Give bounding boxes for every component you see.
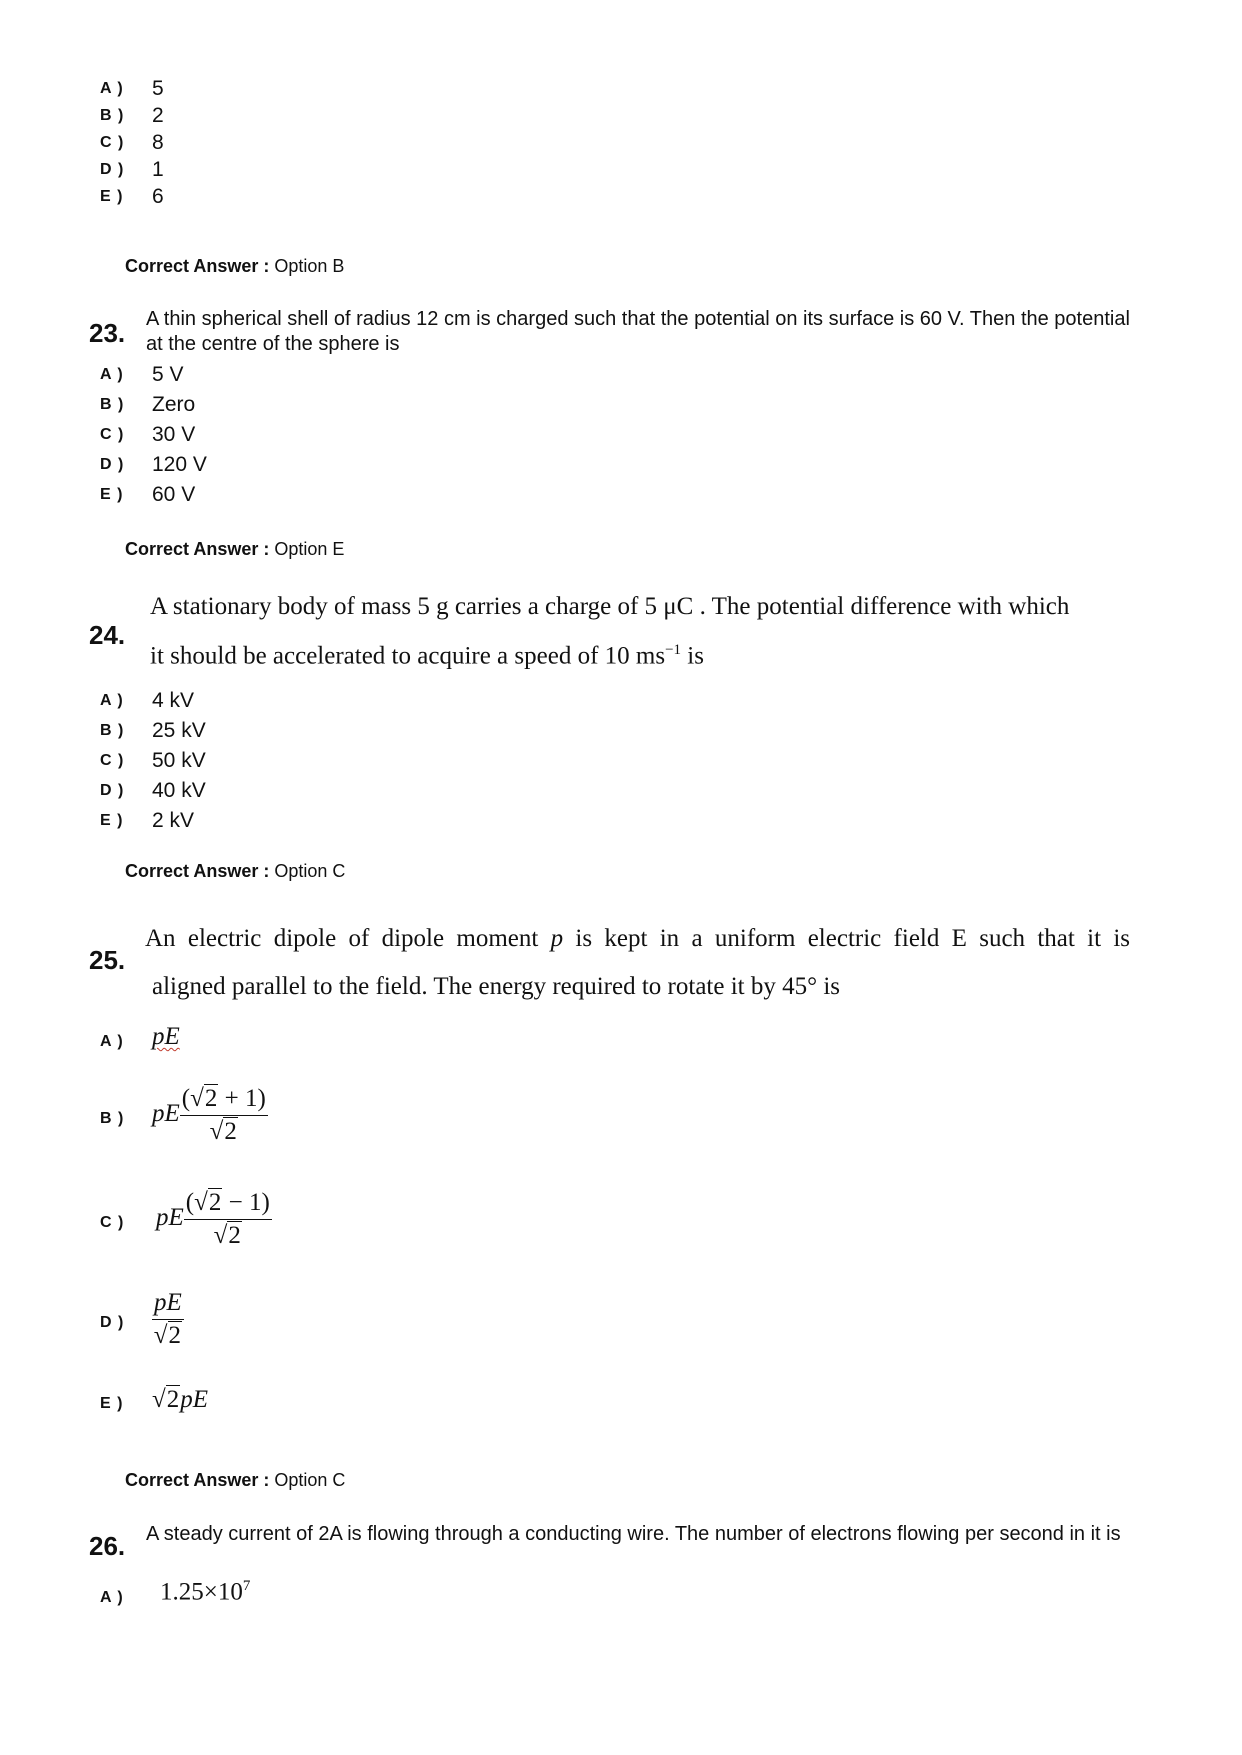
q25-line1-b: is kept in a uniform electric field E such that it is bbox=[563, 925, 1130, 952]
answer-value: Option E bbox=[274, 539, 345, 559]
q25-text-line1 bbox=[145, 925, 1130, 953]
q24-number: 24. bbox=[89, 620, 126, 650]
q24-option-value-b: 25 kV bbox=[152, 719, 206, 742]
q23-option-label-c: C ) bbox=[100, 426, 125, 443]
q22-option-value-d: 1 bbox=[152, 158, 164, 181]
q22-correct-answer bbox=[125, 256, 344, 277]
q25-option-label-b: B ) bbox=[100, 1110, 125, 1127]
q25-opt-b-sqrt-sign: √ bbox=[190, 1085, 204, 1112]
q23-option-value-a: 5 V bbox=[152, 363, 184, 386]
q24-option-label-c: C ) bbox=[100, 752, 125, 769]
q23-option-value-b: Zero bbox=[152, 393, 196, 416]
q22-option-label-d: D ) bbox=[100, 161, 125, 178]
answer-prefix: Correct Answer : bbox=[125, 256, 270, 276]
q24-option-value-d: 40 kV bbox=[152, 779, 206, 802]
q25-opt-a-text: pE bbox=[152, 1023, 180, 1050]
q24-option-value-c: 50 kV bbox=[152, 749, 206, 772]
q25-option-e-formula bbox=[152, 1386, 208, 1414]
q25-line1-a: An electric dipole of dipole moment bbox=[145, 925, 551, 952]
q24-text-line2 bbox=[150, 642, 704, 670]
q25-opt-b-den-sqrt-sign: √ bbox=[209, 1118, 224, 1145]
q23-option-label-b: B ) bbox=[100, 396, 125, 413]
q25-opt-d-den-root: 2 bbox=[168, 1322, 181, 1349]
q26-text: A steady current of 2A is flowing through a conducting wire. The number of electrons flowing per second in it is bbox=[146, 1523, 1121, 1545]
q25-opt-c-num-rest: − 1) bbox=[222, 1189, 270, 1216]
q25-opt-d-sqrt-sign: √ bbox=[153, 1322, 168, 1349]
q24-option-label-d: D ) bbox=[100, 782, 125, 799]
q23-option-label-a: A ) bbox=[100, 366, 124, 383]
q26-option-label-a: A ) bbox=[100, 1589, 124, 1606]
q22-option-label-b: B ) bbox=[100, 107, 125, 124]
q25-opt-b-prefix: pE bbox=[152, 1100, 180, 1128]
q24-line2-pre: it should be accelerated to acquire a speed of 10 ms bbox=[150, 642, 666, 670]
q25-option-label-e: E ) bbox=[100, 1395, 124, 1412]
q25-opt-b-fraction bbox=[180, 1083, 268, 1148]
q25-opt-d-fraction bbox=[152, 1287, 184, 1352]
q25-line1-p: p bbox=[550, 925, 564, 952]
q26-opt-a-base: 1.25×10 bbox=[160, 1578, 243, 1606]
q24-option-label-e: E ) bbox=[100, 812, 124, 829]
q25-opt-c-den-sqrt-sign: √ bbox=[213, 1222, 228, 1249]
q25-opt-d-num: pE bbox=[152, 1287, 184, 1320]
q25-opt-e-root: 2 bbox=[166, 1386, 180, 1413]
q25-option-a-formula bbox=[152, 1023, 180, 1051]
q25-opt-e-sqrt-sign: √ bbox=[152, 1386, 166, 1413]
q25-correct-answer bbox=[125, 1470, 345, 1491]
q25-opt-c-fraction bbox=[184, 1187, 272, 1252]
q22-option-label-a: A ) bbox=[100, 80, 124, 97]
q24-option-label-a: A ) bbox=[100, 692, 124, 709]
q25-option-d-formula bbox=[152, 1287, 184, 1352]
q25-text-line2: aligned parallel to the field. The energy required to rotate it by 45° is bbox=[152, 973, 841, 1000]
q22-option-label-c: C ) bbox=[100, 134, 125, 151]
answer-value: Option B bbox=[274, 256, 345, 276]
q24-line2-sup: −1 bbox=[665, 642, 682, 658]
answer-value: Option C bbox=[274, 1470, 346, 1490]
q25-opt-c-open: ( bbox=[185, 1189, 195, 1216]
q24-line2-post: is bbox=[681, 642, 704, 670]
q26-opt-a-exp: 7 bbox=[242, 1578, 251, 1594]
q22-option-value-e: 6 bbox=[152, 185, 164, 208]
q25-opt-b-den-root: 2 bbox=[224, 1118, 237, 1145]
q25-opt-c-sqrt-sign: √ bbox=[194, 1189, 208, 1216]
q25-opt-c-prefix: pE bbox=[156, 1204, 184, 1232]
q24-option-value-a: 4 kV bbox=[152, 689, 195, 712]
q25-number: 25. bbox=[89, 945, 126, 975]
q25-option-b-formula bbox=[152, 1083, 268, 1148]
q23-number: 23. bbox=[89, 318, 126, 348]
q24-correct-answer bbox=[125, 861, 345, 882]
q24-text-line1: A stationary body of mass 5 g carries a charge of 5 μC . The potential difference with which bbox=[150, 593, 1070, 620]
q24-option-value-e: 2 kV bbox=[152, 809, 195, 832]
q23-option-value-c: 30 V bbox=[152, 423, 196, 446]
q25-opt-b-open: ( bbox=[181, 1085, 191, 1112]
q25-opt-c-num-root: 2 bbox=[208, 1189, 222, 1216]
q25-option-label-d: D ) bbox=[100, 1314, 125, 1331]
q25-option-label-c: C ) bbox=[100, 1214, 125, 1231]
q25-opt-c-den-root: 2 bbox=[228, 1222, 241, 1249]
q22-option-value-c: 8 bbox=[152, 131, 164, 154]
answer-prefix: Correct Answer : bbox=[125, 861, 270, 881]
q22-option-value-a: 5 bbox=[152, 77, 164, 100]
answer-value: Option C bbox=[274, 861, 346, 881]
q25-option-c-formula bbox=[156, 1187, 272, 1252]
q22-option-label-e: E ) bbox=[100, 188, 124, 205]
q25-opt-b-num-rest: + 1) bbox=[218, 1085, 266, 1112]
q23-option-label-d: D ) bbox=[100, 456, 125, 473]
q25-option-label-a: A ) bbox=[100, 1033, 124, 1050]
q23-option-label-e: E ) bbox=[100, 486, 124, 503]
q23-correct-answer bbox=[125, 539, 344, 560]
q26-option-a-formula bbox=[160, 1578, 250, 1606]
q22-option-value-b: 2 bbox=[152, 104, 164, 127]
q25-opt-e-rest: pE bbox=[180, 1386, 209, 1413]
q26-number: 26. bbox=[89, 1531, 126, 1561]
q24-option-label-b: B ) bbox=[100, 722, 125, 739]
q23-option-value-d: 120 V bbox=[152, 453, 207, 476]
q23-option-value-e: 60 V bbox=[152, 483, 196, 506]
answer-prefix: Correct Answer : bbox=[125, 1470, 270, 1490]
answer-prefix: Correct Answer : bbox=[125, 539, 270, 559]
q23-text: A thin spherical shell of radius 12 cm is charged such that the potential on its surface is 60 V. Then the potential at the centre of the sphere is bbox=[146, 308, 1130, 355]
q25-opt-b-num-root: 2 bbox=[204, 1085, 218, 1112]
